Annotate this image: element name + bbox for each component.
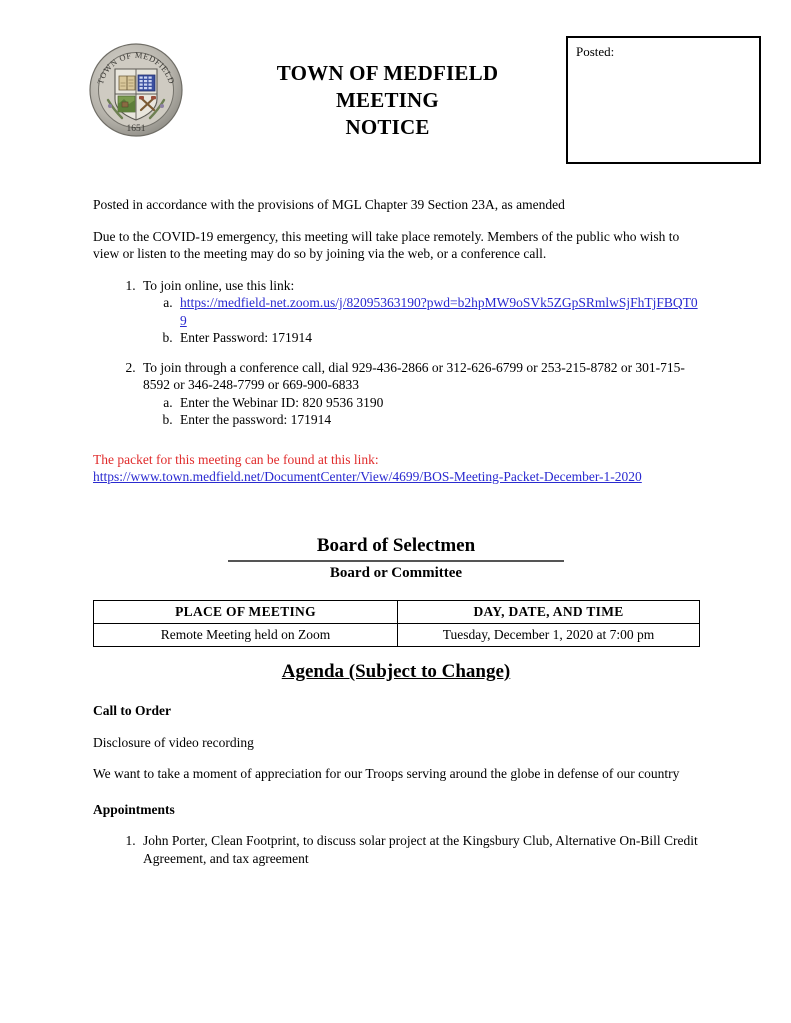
join-phone-sublist <box>143 394 699 429</box>
covid-statement: Due to the COVID-19 emergency, this meeting will take place remotely. Members of the public who wish to view or listen to the meeting may do so by joining via the web, or a conference call. <box>93 228 680 261</box>
board-heading-block <box>93 534 699 583</box>
agenda-heading <box>93 661 699 683</box>
meeting-details-table <box>93 600 700 647</box>
agenda-call-to-order: Call to Order <box>93 703 171 718</box>
title-line-2: MEETING <box>336 88 439 112</box>
join-instructions-list <box>93 277 699 429</box>
agenda-troops-statement: We want to take a moment of appreciation for our Troops serving around the globe in defense of our country <box>93 766 680 781</box>
list-item: 1. John Porter, Clean Footprint, to discuss solar project at the Kingsbury Club, Alternative On-Bill Credit Agreement, and tax agreement <box>139 832 699 867</box>
title-line-3: NOTICE <box>345 115 430 139</box>
join-item-online <box>139 277 699 347</box>
agenda-disclosure: Disclosure of video recording <box>93 734 254 750</box>
join-item-online-label: To join online, use this link: <box>143 277 295 293</box>
agenda-appointments-heading: Appointments <box>93 801 175 817</box>
document-header <box>0 0 791 185</box>
packet-label: The packet for this meeting can be found at this link: <box>93 451 379 467</box>
webinar-id-item: a. Enter the Webinar ID: 820 9536 3190 <box>176 394 699 412</box>
svg-text:1651: 1651 <box>126 124 146 134</box>
header-day-date-time: DAY, DATE, AND TIME <box>398 601 700 624</box>
town-of-medfield-seal-icon <box>88 42 184 138</box>
cell-place-of-meeting: Remote Meeting held on Zoom <box>94 624 398 647</box>
board-caption: Board or Committee <box>329 565 463 581</box>
zoom-link-item <box>176 294 699 329</box>
posted-label: Posted: <box>576 44 615 59</box>
join-online-sublist <box>143 294 699 347</box>
zoom-password-item: b. Enter Password: 171914 <box>176 329 699 347</box>
posted-stamp-box <box>566 36 761 164</box>
packet-link-line <box>93 468 699 486</box>
document-title <box>215 60 560 141</box>
agenda-content <box>93 702 699 869</box>
notice-body <box>93 196 699 486</box>
join-item-phone <box>139 359 699 429</box>
packet-link[interactable]: https://www.town.medfield.net/DocumentCenter/View/4699/BOS-Meeting-Packet-December-1-2020 <box>93 469 642 484</box>
appointments-list <box>93 832 699 867</box>
header-place-of-meeting: PLACE OF MEETING <box>94 601 398 624</box>
join-item-phone-label: To join through a conference call, dial 929-436-2866 or 312-626-6799 or 253-215-8782 or 301-715-8592 or 346-248-7799 or 669-900-6833 <box>143 359 685 392</box>
svg-text:TOWN OF MEDFIELD: TOWN OF MEDFIELD <box>95 50 177 86</box>
title-line-1: TOWN OF MEDFIELD <box>276 61 499 85</box>
phone-password-item: b. Enter the password: 171914 <box>176 411 699 429</box>
agenda-heading-text: Agenda (Subject to Change) <box>281 661 511 682</box>
board-name: Board of Selectmen <box>228 534 564 562</box>
posting-statement: Posted in accordance with the provisions of MGL Chapter 39 Section 23A, as amended <box>93 197 565 212</box>
table-row <box>94 624 700 647</box>
table-header-row <box>94 601 700 624</box>
cell-day-date-time: Tuesday, December 1, 2020 at 7:00 pm <box>398 624 700 647</box>
zoom-meeting-link[interactable]: https://medfield-net.zoom.us/j/82095363190?pwd=b2hpMW9oSVk5ZGpSRmlwSjFhTjFBQT09 <box>180 295 698 328</box>
